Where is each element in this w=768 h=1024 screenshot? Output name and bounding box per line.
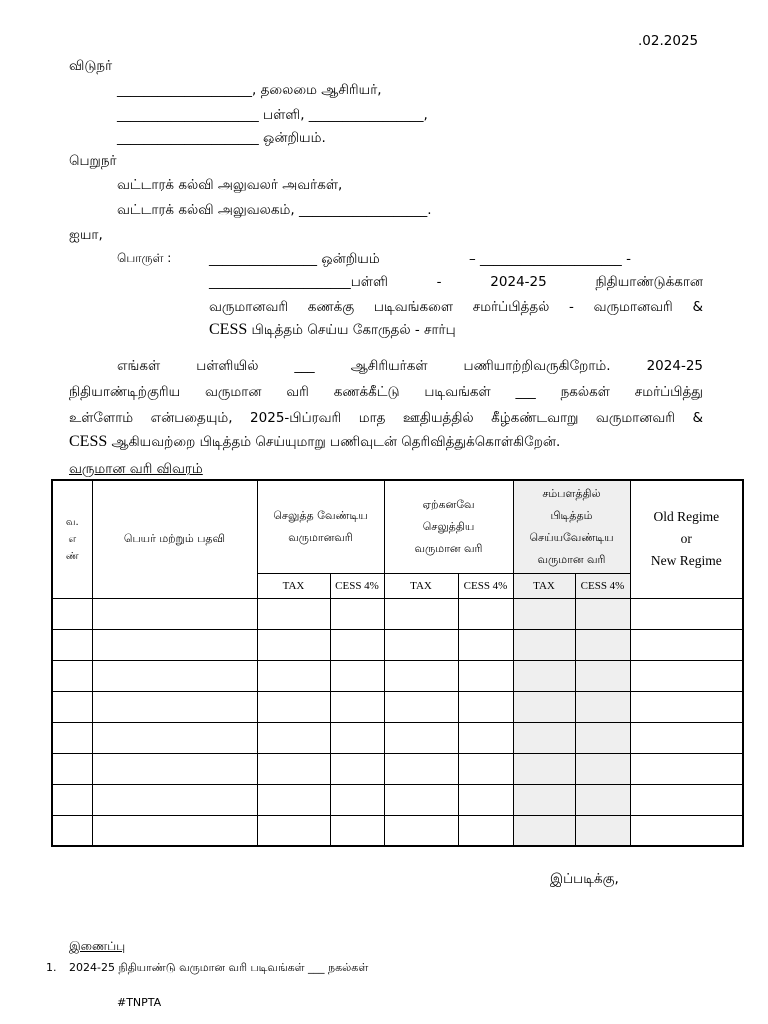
body-line-4-text: ஆகியவற்றை பிடித்தம் செய்யுமாறு பணிவுடன் தெரிவித்துக்கொள்கிறேன். xyxy=(107,434,561,450)
col-tax-to-deduct: சம்பளத்தில் பிடித்தம் செய்யவேண்டிய வருமான வரி xyxy=(513,480,630,573)
table-cell xyxy=(257,722,330,753)
body-line-3: உள்ளோம் என்பதையும், 2025-பிப்ரவரி மாத ஊதியத்தில் கீழ்கண்டவாறு வருமானவரி & xyxy=(69,410,703,426)
body-line-4 xyxy=(69,433,560,451)
enclosure-item: 2024-25 நிதியாண்டு வருமான வரி படிவங்கள் ___ நகல்கள் xyxy=(69,961,369,974)
table-cell xyxy=(630,722,743,753)
table-cell xyxy=(257,753,330,784)
table-cell xyxy=(458,691,513,722)
hashtag: #TNPTA xyxy=(117,996,162,1009)
table-cell xyxy=(257,815,330,846)
table-cell xyxy=(257,660,330,691)
table-cell xyxy=(630,629,743,660)
table-cell xyxy=(458,784,513,815)
table-cell xyxy=(257,629,330,660)
table-cell xyxy=(92,598,257,629)
table-cell xyxy=(330,722,384,753)
table-cell xyxy=(575,660,630,691)
table-cell xyxy=(92,784,257,815)
cess-word: CESS xyxy=(209,321,248,338)
table-body xyxy=(52,598,743,846)
table-cell xyxy=(384,629,458,660)
table-cell xyxy=(330,598,384,629)
table-cell xyxy=(458,815,513,846)
table-cell xyxy=(458,660,513,691)
table-cell xyxy=(513,629,575,660)
table-cell xyxy=(575,598,630,629)
col-tax-already-paid: ஏற்கனவே செலுத்திய வருமான வரி xyxy=(384,480,513,573)
enclosure-heading: இணைப்பு xyxy=(69,939,126,953)
table-cell xyxy=(52,784,92,815)
table-cell xyxy=(630,660,743,691)
table-cell xyxy=(384,691,458,722)
table-cell xyxy=(52,815,92,846)
table-cell xyxy=(513,815,575,846)
table-cell xyxy=(330,629,384,660)
table-row xyxy=(52,722,743,753)
sender-line-1: ____________________, தலைமை ஆசிரியர், xyxy=(117,82,382,98)
subject-line-2: _____________________பள்ளி - 2024-25 நிதியாண்டுக்கான xyxy=(209,274,703,290)
income-tax-table xyxy=(51,479,744,847)
body-line-2: நிதியாண்டிற்குரிய வருமான வரி கணக்கீட்டு படிவங்கள் ___ நகல்கள் சமர்ப்பித்து xyxy=(69,384,703,400)
table-cell xyxy=(92,722,257,753)
table-row xyxy=(52,691,743,722)
table-cell xyxy=(513,660,575,691)
sender-line-2: _____________________ பள்ளி, _________________, xyxy=(117,107,428,123)
subject-label: பொருள் : xyxy=(117,251,172,265)
table-cell xyxy=(575,691,630,722)
table-cell xyxy=(52,722,92,753)
recipient-line-1: வட்டாரக் கல்வி அலுவலர் அவர்கள், xyxy=(117,177,343,193)
table-header-row xyxy=(52,480,743,573)
col-regime: Old Regime or New Regime xyxy=(630,480,743,598)
table-cell xyxy=(257,598,330,629)
table-cell xyxy=(575,753,630,784)
table-title: வருமான வரி விவரம் xyxy=(69,461,203,477)
table-cell xyxy=(575,629,630,660)
table-cell xyxy=(52,691,92,722)
table-cell xyxy=(575,722,630,753)
enclosure-number: 1. xyxy=(46,961,57,974)
table-cell xyxy=(52,753,92,784)
table-cell xyxy=(630,598,743,629)
table-cell xyxy=(513,691,575,722)
col-serial-number: வ. எ ண் xyxy=(52,480,92,598)
table-cell xyxy=(92,815,257,846)
table-cell xyxy=(513,722,575,753)
table-cell xyxy=(330,784,384,815)
subject-line-3: வருமானவரி கணக்கு படிவங்களை சமர்ப்பித்தல் - வருமானவரி & xyxy=(209,299,703,315)
table-cell xyxy=(384,722,458,753)
subject-line-1b: – _____________________ - xyxy=(469,251,631,267)
table-cell xyxy=(330,815,384,846)
table-cell xyxy=(513,598,575,629)
table-cell xyxy=(630,691,743,722)
table-row xyxy=(52,784,743,815)
table-cell xyxy=(458,722,513,753)
table-cell xyxy=(257,784,330,815)
tax-header: TAX xyxy=(257,573,330,598)
table-cell xyxy=(257,691,330,722)
table-row xyxy=(52,815,743,846)
cess-word: CESS xyxy=(69,433,108,450)
table-row xyxy=(52,598,743,629)
col-name-designation: பெயர் மற்றும் பதவி xyxy=(92,480,257,598)
table-row xyxy=(52,660,743,691)
cess-header: CESS 4% xyxy=(575,573,630,598)
table-cell xyxy=(458,598,513,629)
subject-line-1a: ________________ ஒன்றியம் xyxy=(209,251,380,267)
salutation: ஐயா, xyxy=(69,227,103,243)
table-cell xyxy=(92,753,257,784)
table-cell xyxy=(52,660,92,691)
table-cell xyxy=(384,784,458,815)
table-cell xyxy=(92,691,257,722)
table-cell xyxy=(513,753,575,784)
table-cell xyxy=(384,815,458,846)
table-cell xyxy=(384,660,458,691)
table-cell xyxy=(458,629,513,660)
table-cell xyxy=(330,660,384,691)
table-cell xyxy=(575,815,630,846)
table-cell xyxy=(52,629,92,660)
sender-heading: விடுநர் xyxy=(69,58,113,74)
table-cell xyxy=(458,753,513,784)
tax-header: TAX xyxy=(384,573,458,598)
table-cell xyxy=(384,598,458,629)
table-cell xyxy=(384,753,458,784)
table-cell xyxy=(92,629,257,660)
body-line-1: எங்கள் பள்ளியில் ___ ஆசிரியர்கள் பணியாற்றிவருகிறோம். 2024-25 xyxy=(117,358,703,374)
recipient-line-2: வட்டாரக் கல்வி அலுவலகம், ___________________. xyxy=(117,202,432,218)
table-cell xyxy=(330,691,384,722)
table-cell xyxy=(630,753,743,784)
subject-line-4-text: பிடித்தம் செய்ய கோருதல் - சார்பு xyxy=(247,322,456,338)
closing: இப்படிக்கு, xyxy=(550,871,619,887)
table-cell xyxy=(575,784,630,815)
table-cell xyxy=(330,753,384,784)
col-tax-payable: செலுத்த வேண்டிய வருமானவரி xyxy=(257,480,384,573)
subject-line-4 xyxy=(209,321,456,339)
table-cell xyxy=(92,660,257,691)
table-cell xyxy=(630,815,743,846)
table-row xyxy=(52,629,743,660)
table-cell xyxy=(630,784,743,815)
table-cell xyxy=(513,784,575,815)
cess-header: CESS 4% xyxy=(458,573,513,598)
recipient-heading: பெறுநர் xyxy=(69,153,117,169)
table-cell xyxy=(52,598,92,629)
tax-header: TAX xyxy=(513,573,575,598)
table-row xyxy=(52,753,743,784)
sender-line-3: _____________________ ஒன்றியம். xyxy=(117,130,326,146)
cess-header: CESS 4% xyxy=(330,573,384,598)
letter-date: .02.2025 xyxy=(638,33,699,49)
